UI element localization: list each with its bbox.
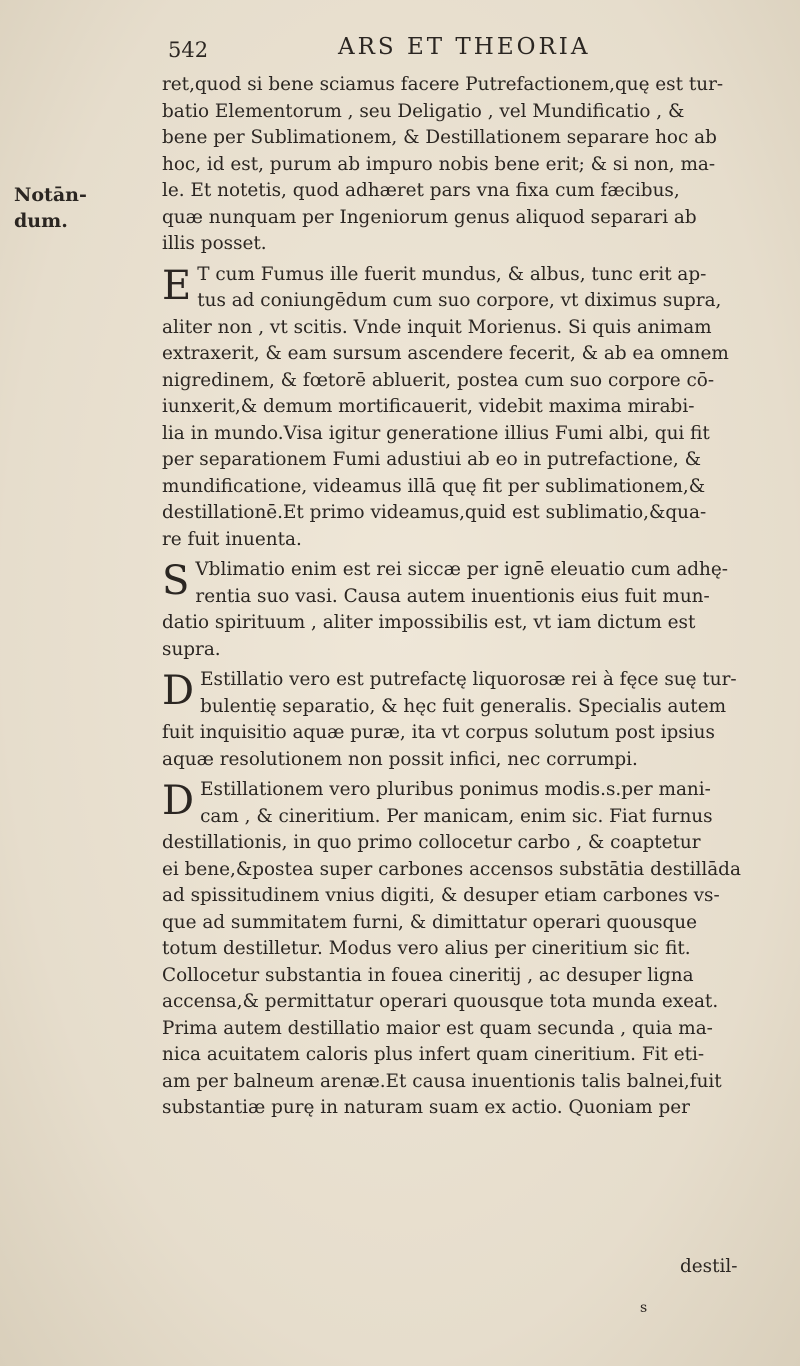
- paragraph: [162, 777, 768, 1122]
- text-line: extraxerit, & eam sursum ascendere fecerit, & ab ea omnem: [162, 343, 729, 364]
- text-line: ad spissitudinem vnius digiti, & desuper etiam carbones vs-: [162, 885, 720, 906]
- margin-note-line: Notān-: [14, 184, 87, 206]
- paragraph: [162, 262, 768, 554]
- text-line: ret,quod si bene sciamus facere Putrefactionem,quę est tur-: [162, 74, 724, 95]
- text-line: nica acuitatem caloris plus infert quam cineritium. Fit eti-: [162, 1044, 705, 1065]
- catchword: destil-: [680, 1256, 738, 1277]
- text-line: rentia suo vasi. Causa autem inuentionis eius fuit mun-: [195, 585, 710, 607]
- text-line: Collocetur substantia in fouea cineritij , ac desuper ligna: [162, 964, 694, 986]
- text-line: que ad summitatem furni, & dimittatur operari quousque: [162, 911, 698, 933]
- page-header: [168, 34, 768, 74]
- page-number: 542: [168, 38, 209, 62]
- text-line: lia in mundo.Visa igitur generatione illius Fumi albi, qui fit: [162, 422, 710, 444]
- text-line: am per balneum arenæ.Et causa inuentionis talis balnei,fuit: [162, 1070, 722, 1092]
- text-line: quæ nunquam per Ingeniorum genus aliquod separari ab: [162, 206, 697, 228]
- running-title: ARS ET THEORIA: [338, 34, 591, 60]
- text-line: iunxerit,& demum mortificauerit, videbit maxima mirabi-: [162, 396, 695, 417]
- margin-note-line: dum.: [14, 210, 68, 232]
- text-line: re fuit inuenta.: [162, 528, 302, 550]
- drop-initial: E: [162, 262, 192, 309]
- main-text: [162, 72, 768, 1122]
- text-line: totum destilletur. Modus vero alius per cineritium sic fit.: [162, 938, 691, 959]
- text-line: aquæ resolutionem non possit infici, nec corrumpi.: [162, 748, 638, 770]
- text-line: ei bene,&postea super carbones accensos substātia destillāda: [162, 858, 741, 880]
- text-line: bulentię separatio, & hęc fuit generalis. Specialis autem: [200, 695, 727, 717]
- paragraph: [162, 557, 768, 663]
- text-line: bene per Sublimationem, & Destillationem separare hoc ab: [162, 127, 717, 148]
- paragraph: [162, 72, 768, 258]
- text-line: cam , & cineritium. Per manicam, enim sic. Fiat furnus: [200, 805, 713, 827]
- text-line: Estillationem vero pluribus ponimus modis.s.per mani-: [200, 779, 711, 800]
- text-line: illis posset.: [162, 233, 267, 254]
- text-line: Vblimatio enim est rei siccæ per ignē eleuatio cum adhę-: [195, 559, 728, 580]
- text-line: fuit inquisitio aquæ puræ, ita vt corpus solutum post ipsius: [162, 722, 715, 743]
- paragraph: [162, 667, 768, 773]
- text-line: destillationis, in quo primo collocetur carbo , & coaptetur: [162, 832, 701, 853]
- text-line: nigredinem, & fœtorē abluerit, postea cum suo corpore cō-: [162, 369, 715, 391]
- margin-note: [14, 182, 124, 234]
- text-line: tus ad coniungēdum cum suo corpore, vt diximus supra,: [197, 290, 722, 311]
- drop-initial: D: [162, 668, 195, 714]
- drop-initial: S: [162, 558, 190, 604]
- text-line: batio Elementorum , seu Deligatio , vel Mundificatio , &: [162, 100, 685, 122]
- text-line: Estillatio vero est putrefactę liquorosæ rei à fęce suę tur-: [200, 669, 737, 690]
- text-line: T cum Fumus ille fuerit mundus, & albus, tunc erit ap-: [197, 263, 707, 285]
- text-line: hoc, id est, purum ab impuro nobis bene erit; & si non, ma-: [162, 153, 716, 175]
- text-line: aliter non , vt scitis. Vnde inquit Morienus. Si quis animam: [162, 316, 712, 338]
- text-line: datio spirituum , aliter impossibilis est, vt iam dictum est: [162, 612, 696, 633]
- text-line: destillationē.Et primo videamus,quid est sublimatio,&qua-: [162, 502, 707, 523]
- text-line: le. Et notetis, quod adhæret pars vna fixa cum fæcibus,: [162, 180, 680, 201]
- text-line: mundificatione, videamus illā quę fit per sublimationem,&: [162, 475, 706, 497]
- text-line: Prima autem destillatio maior est quam secunda , quia ma-: [162, 1017, 713, 1039]
- drop-initial: D: [162, 778, 195, 824]
- text-line: per separationem Fumi adustiui ab eo in putrefactione, &: [162, 449, 701, 470]
- text-line: substantiæ purę in naturam suam ex actio. Quoniam per: [162, 1097, 690, 1118]
- text-line: accensa,& permittatur operari quousque tota munda exeat.: [162, 991, 719, 1012]
- text-line: supra.: [162, 638, 221, 660]
- signature-mark: s: [640, 1300, 648, 1316]
